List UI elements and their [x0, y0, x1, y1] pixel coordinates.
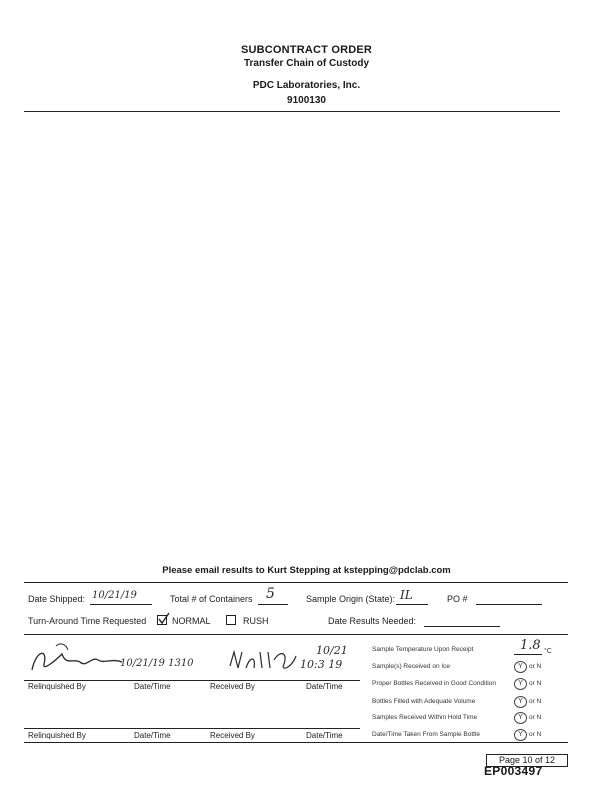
yes-circle: Y	[514, 696, 527, 708]
yes-circle: Y	[514, 712, 527, 724]
check-yn-datetime	[514, 729, 541, 741]
temperature-line	[514, 654, 542, 655]
received-date-1: 10/21	[316, 644, 348, 657]
yes-circle: Y	[514, 678, 527, 690]
signature-line-2	[24, 728, 360, 729]
bates-number: EP003497	[484, 764, 543, 778]
rush-checkbox[interactable]	[226, 615, 236, 625]
checkmark-icon	[157, 612, 171, 626]
check-label-hold-time: Samples Received Within Hold Time	[372, 714, 478, 721]
check-label-datetime: Date/Time Taken From Sample Bottle	[372, 731, 481, 738]
normal-label: NORMAL	[172, 616, 211, 626]
containers-value: 5	[266, 586, 275, 602]
rush-label: RUSH	[243, 616, 269, 626]
check-yn-volume	[514, 696, 541, 708]
date-time-label-1: Date/Time	[134, 682, 171, 691]
relinquished-by-label-2: Relinquished By	[28, 731, 86, 740]
origin-label: Sample Origin (State):	[306, 594, 396, 604]
lab-name: PDC Laboratories, Inc.	[252, 80, 361, 91]
received-by-label-1: Received By	[210, 682, 255, 691]
check-yn-hold-time	[514, 712, 541, 724]
containers-label: Total # of Containers	[170, 594, 253, 604]
date-time-label-4: Date/Time	[306, 731, 343, 740]
results-needed-line	[424, 626, 500, 627]
form-bottom-divider	[24, 742, 568, 743]
origin-line	[396, 604, 428, 605]
date-shipped-line	[90, 604, 152, 605]
check-label-ice: Sample(s) Received on Ice	[372, 663, 451, 670]
date-shipped-value: 10/21/19	[92, 590, 137, 601]
signature-section-divider	[24, 634, 568, 635]
document-title: SUBCONTRACT ORDER	[240, 44, 373, 56]
order-number: 9100130	[287, 95, 326, 106]
yes-circle: Y	[514, 661, 527, 673]
document-subtitle: Transfer Chain of Custody	[243, 58, 369, 69]
date-time-label-2: Date/Time	[306, 682, 343, 691]
received-by-label-2: Received By	[210, 731, 255, 740]
containers-line	[258, 604, 288, 605]
temperature-label: Sample Temperature Upon Receipt	[372, 646, 474, 653]
no-option: or N	[529, 663, 542, 670]
no-option: or N	[529, 680, 542, 687]
yes-circle: Y	[514, 729, 527, 741]
check-yn-bottles-condition	[514, 678, 541, 690]
no-option: or N	[529, 731, 542, 738]
po-line	[476, 604, 542, 605]
date-time-label-3: Date/Time	[134, 731, 171, 740]
turnaround-label: Turn-Around Time Requested	[28, 616, 147, 626]
check-yn-ice	[514, 661, 541, 673]
relinquished-by-label-1: Relinquished By	[28, 682, 86, 691]
check-label-bottles-condition: Proper Bottles Received in Good Condition	[372, 680, 496, 687]
no-option: or N	[529, 714, 542, 721]
origin-value: IL	[400, 588, 413, 602]
received-time-1: 10:3 19	[300, 658, 343, 671]
date-shipped-label: Date Shipped:	[28, 594, 86, 604]
header-divider	[24, 111, 560, 112]
temperature-value: 1.8	[520, 638, 541, 653]
no-option: or N	[529, 698, 542, 705]
temperature-unit: °C	[544, 648, 552, 655]
form-top-divider	[24, 582, 568, 583]
check-label-volume: Bottles Filled with Adequate Volume	[372, 698, 476, 705]
received-signature	[226, 646, 300, 676]
po-label: PO #	[447, 594, 468, 604]
signature-line-1	[24, 680, 360, 681]
relinquished-datetime-1: 10/21/19 1310	[120, 658, 194, 669]
results-needed-label: Date Results Needed:	[328, 616, 417, 626]
page-number: Page 10 of 12	[486, 754, 568, 767]
email-instructions: Please email results to Kurt Stepping at kstepping@pdclab.com	[162, 565, 451, 576]
